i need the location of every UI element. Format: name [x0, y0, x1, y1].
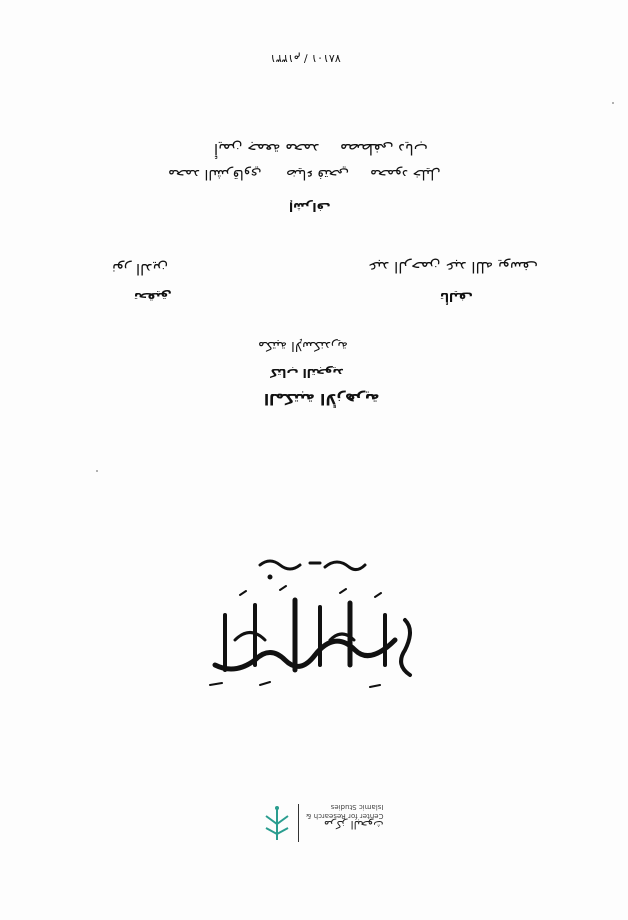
name-row4-left: نور الدين: [112, 260, 169, 278]
label-supervision: إشراف: [289, 200, 331, 214]
speck: [96, 470, 98, 472]
name-row2-right: محمود خليل: [370, 166, 441, 182]
label-editor: تحقيق: [134, 290, 172, 304]
speck: [612, 102, 614, 104]
label-author: تأليف: [440, 290, 473, 304]
registration-number: ١٣٣١م / ٧٨١٠١: [270, 52, 341, 65]
logo-divider: [298, 804, 299, 842]
name-row1-right: مصطفى دياب: [340, 140, 428, 158]
logo-text: [306, 802, 383, 829]
logo-icon: [262, 806, 292, 842]
dedication-title: المكتبة الأزهرية: [264, 390, 380, 408]
name-row2-left: محمد الشرقاوي: [168, 166, 262, 182]
logo-line1: Center for Research &: [306, 812, 384, 820]
logo-line2: Islamic Studies: [330, 803, 384, 811]
calligraphy-title: [200, 545, 430, 695]
name-row4-right: عبد الرحمن عبد الله يوسف: [368, 258, 538, 276]
note-text: مكتبة الإسكندرية: [258, 338, 348, 353]
logo-title: مركز البحوث: [323, 818, 384, 831]
name-row2-mid: ضياء فتحي: [286, 166, 350, 182]
dedication-text: كتاب التجويد: [270, 366, 344, 380]
name-row1-left: أيمن جمعة محمد: [214, 140, 320, 158]
